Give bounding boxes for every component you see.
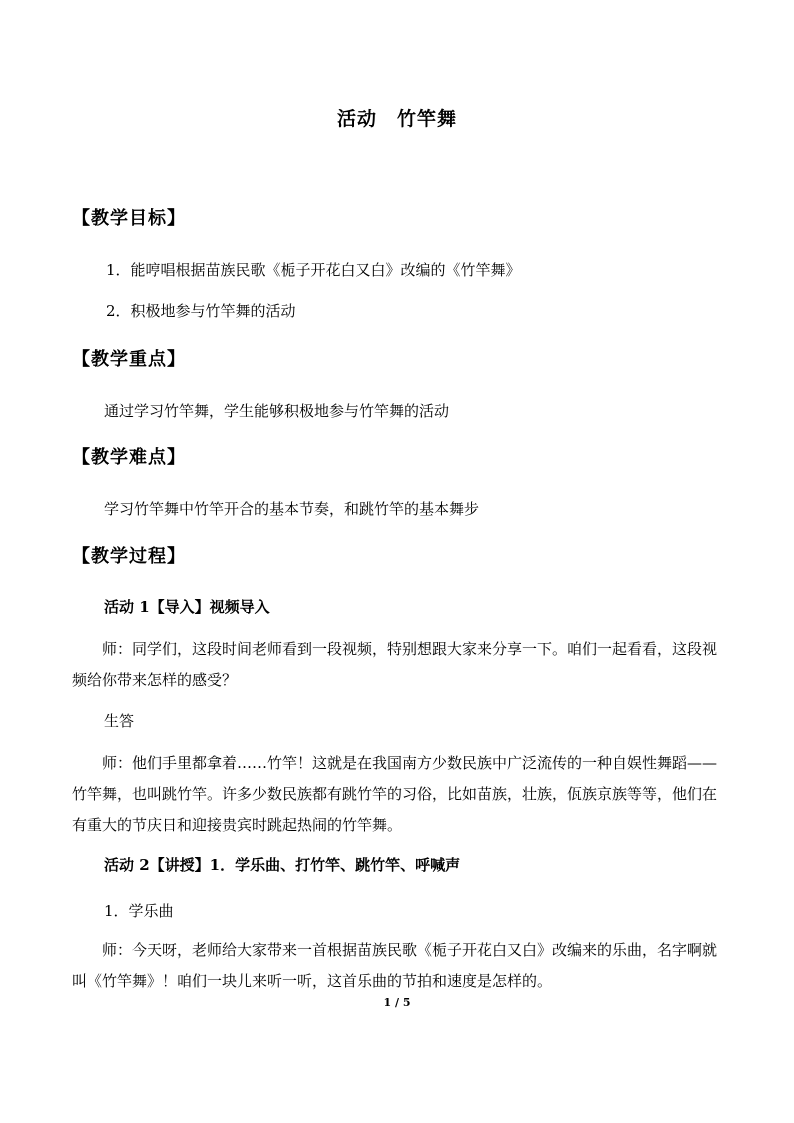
process-heading: 【教学过程】 <box>72 546 186 567</box>
paragraph-2: 生答 <box>104 712 135 730</box>
paragraph-1: 师：同学们，这段时间老师看到一段视频，特别想跟大家来分享一下。咱们一起看看，这段视频给你带来怎样的感受？ <box>72 640 718 689</box>
document-title: 活动 竹竿舞 <box>336 108 457 130</box>
sub-heading-learn-music: 1．学乐曲 <box>104 902 174 920</box>
objectives-heading: 【教学目标】 <box>72 208 186 229</box>
key-points-heading: 【教学重点】 <box>72 349 186 370</box>
paragraph-3: 师：他们手里都拿着……竹竿！这就是在我国南方少数民族中广泛流传的一种自娱性舞蹈——竹竿舞，也叫跳竹竿。许多少数民族都有跳竹竿的习俗，比如苗族，壮族，佤族京族等等，他们在有重大的节庆日和迎接贵宾时跳起热闹的竹竿舞。 <box>72 754 718 834</box>
difficulties-heading: 【教学难点】 <box>72 447 186 468</box>
activity-2-title: 活动 2【讲授】1．学乐曲、打竹竿、跳竹竿、呼喊声 <box>104 856 461 874</box>
objective-item-1: 1．能哼唱根据苗族民歌《栀子开花白又白》改编的《竹竿舞》 <box>106 261 521 279</box>
key-points-text: 通过学习竹竿舞，学生能够积极地参与竹竿舞的活动 <box>104 402 450 420</box>
page-number: 1 / 5 <box>383 996 411 1009</box>
difficulties-text: 学习竹竿舞中竹竿开合的基本节奏，和跳竹竿的基本舞步 <box>104 500 480 518</box>
activity-1-title: 活动 1【导入】视频导入 <box>104 598 270 616</box>
paragraph-4: 师：今天呀，老师给大家带来一首根据苗族民歌《栀子开花白又白》改编来的乐曲，名字啊就叫《竹竿舞》！咱们一块儿来听一听，这首乐曲的节拍和速度是怎样的。 <box>72 941 718 990</box>
objective-item-2: 2．积极地参与竹竿舞的活动 <box>106 302 296 320</box>
